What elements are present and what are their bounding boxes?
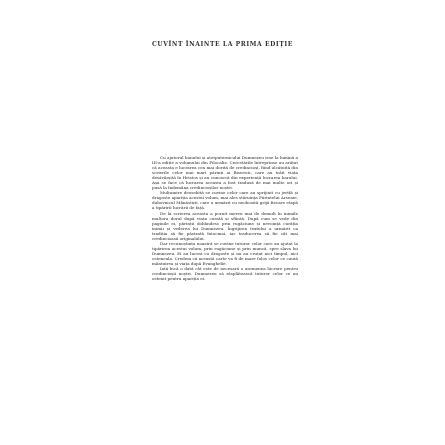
body-text [152, 155, 298, 281]
paragraph: Cu ajutorul bunului și atotputernicului Dumnezeu iese la lumină a III-a ediție a volumului din Filocalie. Cercetările întreprinse au arătat că aceasta e lucrarea cea mai dorită de credincioși, fiind alcătuită din scrierile celor mai mari părinți ai Bisericii, care au trăit viața desăvârșită în Hristos și au cunoscut din experiență lucrarea harului. Așa se face că lucrarea aceasta a fost tradusă de mai multe ori și pusă la îndemâna credincioșilor noștri. [152, 155, 298, 191]
paragraph: Dar recunoștința noastră se cuvine tuturor celor care au ajutat la tipărirea acestui volum, prin rugăciune și prin muncă, spre slava lui Dumnezeu. Ei au lucrat cu dragoste și nu au cruțat nici timpul, nici osteneala. Credem că această carte va fi de mare folos celor ce caută mântuirea și viața după Evanghelie. [152, 240, 298, 266]
chapter-heading: CUVÎNT ÎNAINTE LA PRIMA EDIȚIE [152, 41, 293, 48]
paragraph: Iată încă o dată cât este de necesară o asemenea lucrare pentru credincioșii noștri. Dumnezeu să răsplătească tuturor celor ce au ostenit pentru apariția ei. [152, 266, 298, 282]
paragraph: Mulțumire deosebită se cuvine celor care au sprijinit cu jertfă și dragoste apariția acestui volum, mai ales stăruința Părintelui Arsenie, duhovnicul Mânăstirii, care a urmărit cu neobosită grijă fiecare etapă a tipăririi lucrării de față. [152, 190, 298, 211]
paragraph: De la scrierea aceasta a pornit mereu mai de demult în inimile multora dorul după viața curată și sfântă. După cum se vede din paginile ei, părinții dobândesc prin rugăciune și nevoință curăția inimii și vederea lui Dumnezeu. Îngrijirea textului a urmărit ca tradiția să fie păstrată întocmai, iar traducerea să fie cât mai credincioasă originalului. [152, 210, 298, 241]
